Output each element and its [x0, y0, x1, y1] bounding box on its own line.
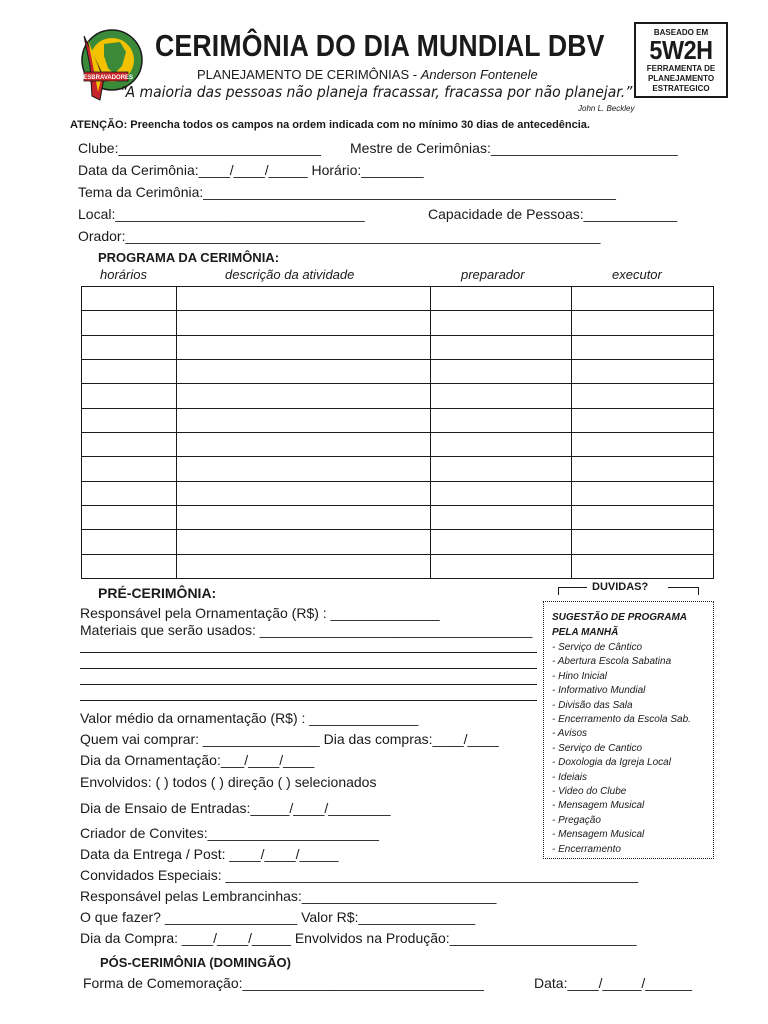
fazer-field[interactable]: O que fazer? _________________ Valor R$:_______________	[80, 909, 476, 925]
table-cell[interactable]	[82, 311, 177, 335]
clube-field[interactable]: Clube:__________________________	[78, 140, 321, 156]
sugestao-item: - Pregação	[552, 814, 601, 826]
table-cell[interactable]	[176, 554, 431, 578]
pos-title: PÓS-CERIMÔNIA (DOMINGÃO)	[100, 955, 291, 970]
col-executor: executor	[612, 267, 662, 282]
attention-note: ATENÇÃO: Preencha todos os campos na ordem indicada com no mínimo 30 dias de antecedência.	[70, 119, 590, 131]
table-cell[interactable]	[431, 311, 572, 335]
sugestao-item: - Abertura Escola Sabatina	[552, 656, 672, 668]
table-cell[interactable]	[82, 384, 177, 408]
table-cell[interactable]	[572, 311, 714, 335]
sugestao-item: - Divisão das Sala	[552, 699, 633, 711]
table-cell[interactable]	[431, 554, 572, 578]
compra-field[interactable]: Dia da Compra: ____/____/_____ Envolvidos na Produção:________________________	[80, 930, 637, 946]
table-row	[82, 335, 714, 359]
table-cell[interactable]	[176, 335, 431, 359]
table-cell[interactable]	[82, 530, 177, 554]
table-cell[interactable]	[431, 359, 572, 383]
ensaio-field[interactable]: Dia de Ensaio de Entradas:_____/____/________	[80, 800, 391, 816]
table-row	[82, 457, 714, 481]
valor-field[interactable]: Valor médio da ornamentação (R$) : ______________	[80, 710, 419, 726]
responsavel-field[interactable]: Responsável pela Ornamentação (R$) : ______________	[80, 605, 440, 621]
sugestao-item: - Video do Clube	[552, 786, 627, 797]
forma-field[interactable]: Forma de Comemoração:_______________________________	[83, 975, 484, 991]
materiais-line[interactable]	[80, 652, 537, 653]
table-cell[interactable]	[176, 481, 431, 505]
badge-top: BASEADO EM	[653, 28, 709, 37]
subtitle-prefix: PLANEJAMENTO DE CERIMÔNIAS -	[197, 67, 421, 82]
page-title: CERIMÔNIA DO DIA MUNDIAL DBV	[155, 28, 605, 63]
table-cell[interactable]	[572, 287, 714, 311]
sugestao-item: - Mensagem Musical	[552, 829, 645, 841]
sugestao-title-2: PELA MANHÃ	[552, 627, 619, 638]
materiais-line[interactable]	[80, 684, 537, 685]
sugestao-box	[543, 601, 714, 859]
table-cell[interactable]	[82, 432, 177, 456]
table-row	[82, 359, 714, 383]
sugestao-title-1: SUGESTÃO DE PROGRAMA	[552, 612, 688, 623]
table-row	[82, 432, 714, 456]
sugestao-item: - Encerramento da Escola Sab.	[552, 714, 691, 725]
envolvidos-field[interactable]: Envolvidos: ( ) todos ( ) direção ( ) selecionados	[80, 774, 377, 790]
capacidade-field[interactable]: Capacidade de Pessoas:____________	[428, 206, 678, 222]
tema-field[interactable]: Tema da Cerimônia:_____________________________________________________	[78, 184, 616, 200]
table-row	[82, 384, 714, 408]
col-preparador: preparador	[461, 267, 525, 282]
table-cell[interactable]	[82, 554, 177, 578]
pos-data-field[interactable]: Data:____/_____/______	[534, 975, 693, 991]
table-cell[interactable]	[176, 505, 431, 529]
page-subtitle	[197, 67, 538, 82]
sugestao-item: - Encerramento	[552, 843, 621, 855]
table-cell[interactable]	[431, 384, 572, 408]
bracket-left	[558, 587, 587, 595]
table-cell[interactable]	[431, 457, 572, 481]
sugestao-item: - Serviço de Cantico	[552, 742, 643, 754]
lembrancinhas-field[interactable]: Responsável pelas Lembrancinhas:_________________________	[80, 888, 497, 904]
table-row	[82, 408, 714, 432]
table-cell[interactable]	[82, 335, 177, 359]
table-cell[interactable]	[572, 505, 714, 529]
dia-ornamentacao-field[interactable]: Dia da Ornamentação:___/____/____	[80, 752, 315, 768]
sugestao-item: - Ideiais	[552, 771, 588, 783]
sugestao-item: - Hino Inicial	[552, 670, 608, 682]
table-cell[interactable]	[431, 505, 572, 529]
table-cell[interactable]	[82, 359, 177, 383]
logo-text: DESBRAVADORES	[78, 75, 134, 81]
local-field[interactable]: Local:________________________________	[78, 206, 365, 222]
badge-line3: ESTRATEGICO	[652, 84, 710, 93]
table-cell[interactable]	[82, 287, 177, 311]
badge-5w2h	[634, 22, 728, 98]
entrega-field[interactable]: Data da Entrega / Post: ____/____/_____	[80, 846, 339, 862]
convidados-field[interactable]: Convidados Especiais: _____________________________________________________	[80, 867, 639, 883]
sugestao-item: - Mensagem Musical	[552, 800, 645, 812]
table-cell[interactable]	[572, 481, 714, 505]
table-cell[interactable]	[82, 408, 177, 432]
table-cell[interactable]	[572, 432, 714, 456]
programa-table	[81, 286, 714, 579]
table-cell[interactable]	[431, 481, 572, 505]
table-row	[82, 287, 714, 311]
badge-main: 5W2H	[649, 35, 713, 65]
table-row	[82, 530, 714, 554]
table-cell[interactable]	[82, 481, 177, 505]
table-cell[interactable]	[176, 311, 431, 335]
pre-title: PRÉ-CERIMÔNIA:	[98, 585, 217, 601]
badge-line1: FERRAMENTA DE	[646, 64, 716, 73]
table-cell[interactable]	[572, 359, 714, 383]
sugestao-item: - Avisos	[552, 728, 588, 740]
table-cell[interactable]	[572, 335, 714, 359]
criador-field[interactable]: Criador de Convites:______________________	[80, 825, 379, 841]
table-row	[82, 554, 714, 578]
table-cell[interactable]	[176, 287, 431, 311]
table-cell[interactable]	[176, 457, 431, 481]
table-cell[interactable]	[572, 554, 714, 578]
table-cell[interactable]	[176, 359, 431, 383]
col-descricao: descrição da atividade	[225, 267, 355, 282]
data-field[interactable]: Data da Cerimônia:____/____/_____ Horário:________	[78, 162, 424, 178]
orador-field[interactable]: Orador:_____________________________________________________________	[78, 228, 601, 244]
subtitle-author: Anderson Fontenele	[420, 67, 538, 82]
materiais-line[interactable]	[80, 700, 537, 701]
table-cell[interactable]	[431, 432, 572, 456]
table-cell[interactable]	[176, 530, 431, 554]
materiais-field[interactable]: Materiais que serão usados: ___________________________________	[80, 622, 533, 638]
table-cell[interactable]	[176, 384, 431, 408]
duvidas-label: DUVIDAS?	[592, 581, 649, 593]
table-cell[interactable]	[572, 384, 714, 408]
table-cell[interactable]	[82, 505, 177, 529]
table-cell[interactable]	[176, 408, 431, 432]
materiais-line[interactable]	[80, 668, 537, 669]
table-cell[interactable]	[82, 457, 177, 481]
sugestao-item: - Doxologia da Igreja Local	[552, 757, 671, 769]
quote: “A maioria das pessoas não planeja fracassar, fracassa por não planejar.”	[120, 83, 633, 101]
bracket-right	[668, 587, 699, 595]
programa-title: PROGRAMA DA CERIMÔNIA:	[98, 250, 280, 265]
table-row	[82, 481, 714, 505]
table-cell[interactable]	[431, 530, 572, 554]
sugestao-item: - Serviço de Cântico	[552, 642, 643, 653]
table-cell[interactable]	[431, 408, 572, 432]
table-cell[interactable]	[176, 432, 431, 456]
table-cell[interactable]	[572, 530, 714, 554]
table-cell[interactable]	[572, 408, 714, 432]
table-row	[82, 311, 714, 335]
table-cell[interactable]	[572, 457, 714, 481]
sugestao-item: - Informativo Mundial	[552, 685, 646, 697]
table-cell[interactable]	[431, 335, 572, 359]
mestre-field[interactable]: Mestre de Cerimônias:________________________	[350, 140, 678, 156]
table-cell[interactable]	[431, 287, 572, 311]
table-row	[82, 505, 714, 529]
col-horarios: horários	[100, 267, 147, 282]
quem-field[interactable]: Quem vai comprar: _______________ Dia das compras:____/____	[80, 731, 499, 747]
quote-author: John L. Beckley	[578, 104, 635, 113]
badge-line2: PLANEJAMENTO	[647, 74, 715, 83]
